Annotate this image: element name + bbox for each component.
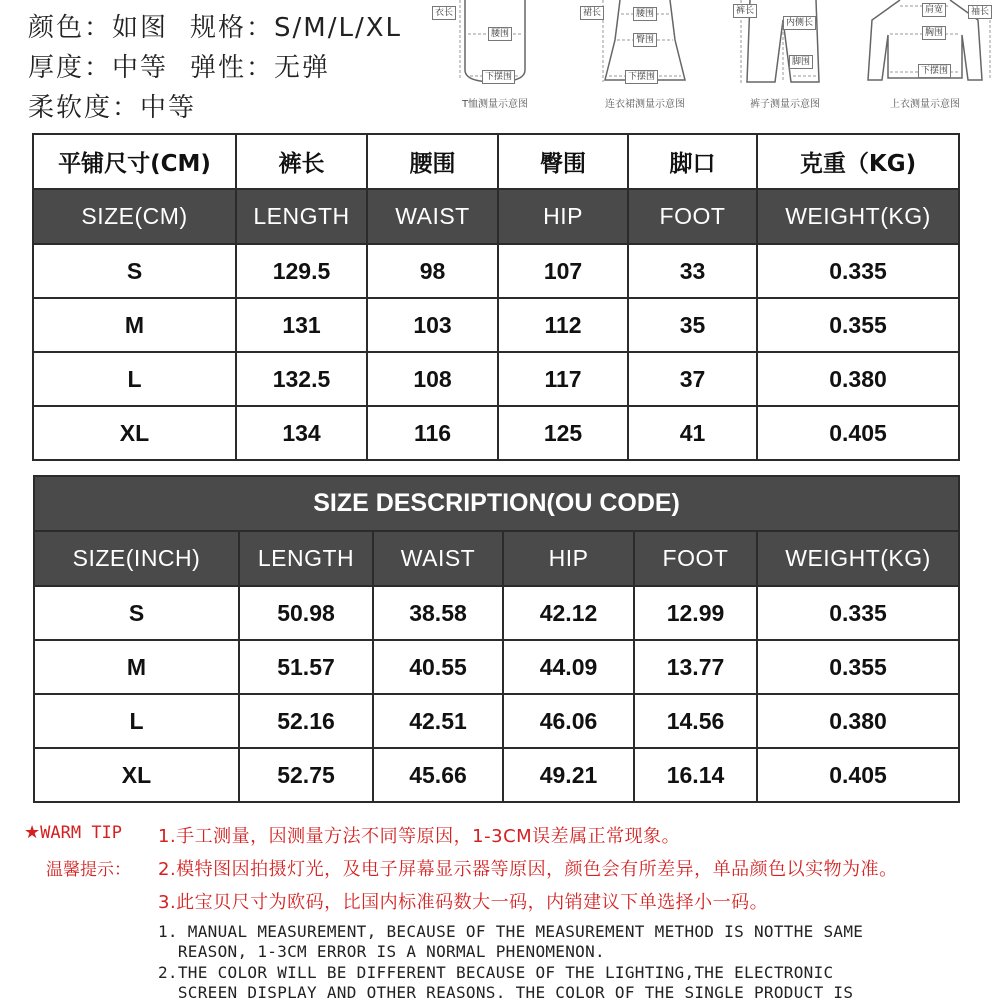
warm-tip-cn-line: 2.模特图因拍摄灯光，及电子屏幕显示器等原因，颜色会有所差异，单品颜色以实物为准。 xyxy=(158,859,898,880)
warm-tip-label-cn: 温馨提示： xyxy=(46,860,131,880)
measurement-diagrams xyxy=(425,0,1000,120)
table-cell: 14.56 xyxy=(634,694,757,748)
table-cell: 125 xyxy=(498,406,628,460)
table-cell: 107 xyxy=(498,244,628,298)
column-header: WAIST xyxy=(367,189,498,244)
diagram-dress xyxy=(575,0,715,120)
table-cell: 0.335 xyxy=(757,244,959,298)
table-cell: 33 xyxy=(628,244,757,298)
diagram-tag: 裙长 xyxy=(580,6,604,20)
warm-tip-en-line: 2.THE COLOR WILL BE DIFFERENT BECAUSE OF THE LIGHTING,THE ELECTRONIC xyxy=(158,963,834,982)
table-row xyxy=(33,406,959,460)
column-header: LENGTH xyxy=(236,189,367,244)
column-header: 脚口 xyxy=(628,134,757,189)
table-cell: 42.12 xyxy=(503,586,634,640)
table-cell: M xyxy=(33,298,236,352)
table-cell: 51.57 xyxy=(239,640,373,694)
table-cell: 13.77 xyxy=(634,640,757,694)
table-cell: 16.14 xyxy=(634,748,757,802)
table-cell: 52.75 xyxy=(239,748,373,802)
column-header: WEIGHT(KG) xyxy=(757,531,959,586)
table-row xyxy=(33,244,959,298)
table-cell: 52.16 xyxy=(239,694,373,748)
attr-label-color: 颜色： xyxy=(28,13,113,43)
table-cell: S xyxy=(33,244,236,298)
diagram-tag: 袖长 xyxy=(968,5,992,19)
table-cell: 0.355 xyxy=(757,298,959,352)
table-cell: 38.58 xyxy=(373,586,503,640)
attr-label-softness: 柔软度： xyxy=(28,93,141,123)
attr-value-elasticity: 无弹 xyxy=(274,53,331,83)
attribute-line-softness xyxy=(28,88,402,128)
table-cell: M xyxy=(34,640,239,694)
column-header: FOOT xyxy=(634,531,757,586)
warm-tip-cn-line: 1.手工测量，因测量方法不同等原因，1-3CM误差属正常现象。 xyxy=(158,826,681,847)
table-cell: 0.355 xyxy=(757,640,959,694)
table-cell: 98 xyxy=(367,244,498,298)
table-row xyxy=(33,298,959,352)
diagram-tag: 内侧长 xyxy=(783,16,816,30)
warm-tip-en-line: 1. MANUAL MEASUREMENT, BECAUSE OF THE MEASUREMENT METHOD IS NOTTHE SAME xyxy=(158,922,864,941)
diagram-tag: 裤长 xyxy=(733,4,757,18)
column-header: HIP xyxy=(498,189,628,244)
attribute-line-thickness xyxy=(28,48,402,88)
diagram-caption: T恤测量示意图 xyxy=(461,99,529,110)
diagram-tag: 下摆围 xyxy=(482,70,515,84)
column-header: WEIGHT(KG) xyxy=(757,189,959,244)
size-table-cm xyxy=(32,133,960,461)
diagram-tag: 胸围 xyxy=(922,26,946,40)
table-row xyxy=(34,586,959,640)
table-cell: 103 xyxy=(367,298,498,352)
attribute-line-color xyxy=(28,8,402,48)
table-cell: 0.335 xyxy=(757,586,959,640)
table-cell: 117 xyxy=(498,352,628,406)
table-cell: L xyxy=(33,352,236,406)
table-cell: 131 xyxy=(236,298,367,352)
table-row xyxy=(34,694,959,748)
warm-tip-cn-line: 3.此宝贝尺寸为欧码，比国内标准码数大一码，内销建议下单选择小一码。 xyxy=(158,892,769,913)
table-cell: 42.51 xyxy=(373,694,503,748)
table-title: SIZE DESCRIPTION(OU CODE) xyxy=(34,476,959,531)
table-cell: 50.98 xyxy=(239,586,373,640)
diagram-tag: 臀围 xyxy=(633,33,657,47)
table-cell: 132.5 xyxy=(236,352,367,406)
table-cell: 112 xyxy=(498,298,628,352)
table-cell: L xyxy=(34,694,239,748)
attr-value-color: 如图 xyxy=(112,13,169,43)
diagram-tag: 腰围 xyxy=(633,7,657,21)
table-cell: 37 xyxy=(628,352,757,406)
table-row xyxy=(34,748,959,802)
table-cell: 45.66 xyxy=(373,748,503,802)
diagram-caption: 裤子测量示意图 xyxy=(750,99,820,110)
column-header: HIP xyxy=(503,531,634,586)
attr-label-size: 规格： xyxy=(190,13,275,43)
table-title-row xyxy=(34,476,959,531)
column-header: WAIST xyxy=(373,531,503,586)
product-attributes xyxy=(28,8,402,128)
warm-tip-label xyxy=(24,822,122,843)
attr-value-softness: 中等 xyxy=(140,93,197,123)
table-cell: 41 xyxy=(628,406,757,460)
table-row xyxy=(34,640,959,694)
table-row xyxy=(33,352,959,406)
diagram-tag: 腰围 xyxy=(488,27,512,41)
table-cell: 46.06 xyxy=(503,694,634,748)
table-cell: 0.405 xyxy=(757,748,959,802)
table-cell: 35 xyxy=(628,298,757,352)
table-cell: XL xyxy=(33,406,236,460)
table-cell: 12.99 xyxy=(634,586,757,640)
table-header-en xyxy=(33,189,959,244)
diagram-caption: 连衣裙测量示意图 xyxy=(605,99,685,110)
diagram-top xyxy=(850,0,1000,120)
attr-value-thickness: 中等 xyxy=(112,53,169,83)
table-cell: 129.5 xyxy=(236,244,367,298)
column-header: 克重（KG) xyxy=(757,134,959,189)
column-header: LENGTH xyxy=(239,531,373,586)
table-cell: 44.09 xyxy=(503,640,634,694)
table-cell: 49.21 xyxy=(503,748,634,802)
diagram-tag: 脚围 xyxy=(789,55,813,69)
warm-tip-en-line: REASON, 1-3CM ERROR IS A NORMAL PHENOMENON. xyxy=(158,942,605,961)
column-header: 臀围 xyxy=(498,134,628,189)
diagram-pants xyxy=(725,0,845,120)
attr-label-thickness: 厚度： xyxy=(28,53,113,83)
table-cell: 116 xyxy=(367,406,498,460)
star-icon: ★ xyxy=(24,822,41,843)
table-cell: S xyxy=(34,586,239,640)
table-cell: XL xyxy=(34,748,239,802)
column-header: 裤长 xyxy=(236,134,367,189)
table-cell: 0.405 xyxy=(757,406,959,460)
diagram-tag: 肩宽 xyxy=(922,3,946,17)
table-cell: 108 xyxy=(367,352,498,406)
diagram-tag: 下摆围 xyxy=(625,70,658,84)
column-header: SIZE(INCH) xyxy=(34,531,239,586)
table-cell: 0.380 xyxy=(757,352,959,406)
table-cell: 134 xyxy=(236,406,367,460)
warm-tip-label-en: WARM TIP xyxy=(40,823,123,843)
attr-value-size: S/M/L/XL xyxy=(274,13,403,43)
size-table-inch xyxy=(33,475,960,803)
table-cell: 40.55 xyxy=(373,640,503,694)
diagram-tag: 衣长 xyxy=(432,6,456,20)
warm-tip-en-line: SCREEN DISPLAY AND OTHER REASONS. THE COLOR OF THE SINGLE PRODUCT IS xyxy=(158,983,854,1002)
diagram-caption: 上衣测量示意图 xyxy=(890,99,960,110)
table-header-en xyxy=(34,531,959,586)
column-header: 平铺尺寸(CM) xyxy=(33,134,236,189)
diagram-tshirt xyxy=(430,0,560,120)
column-header: SIZE(CM) xyxy=(33,189,236,244)
attr-label-elasticity: 弹性： xyxy=(190,53,275,83)
table-header-cn xyxy=(33,134,959,189)
diagram-tag: 下摆围 xyxy=(918,64,951,78)
table-cell: 0.380 xyxy=(757,694,959,748)
column-header: 腰围 xyxy=(367,134,498,189)
column-header: FOOT xyxy=(628,189,757,244)
